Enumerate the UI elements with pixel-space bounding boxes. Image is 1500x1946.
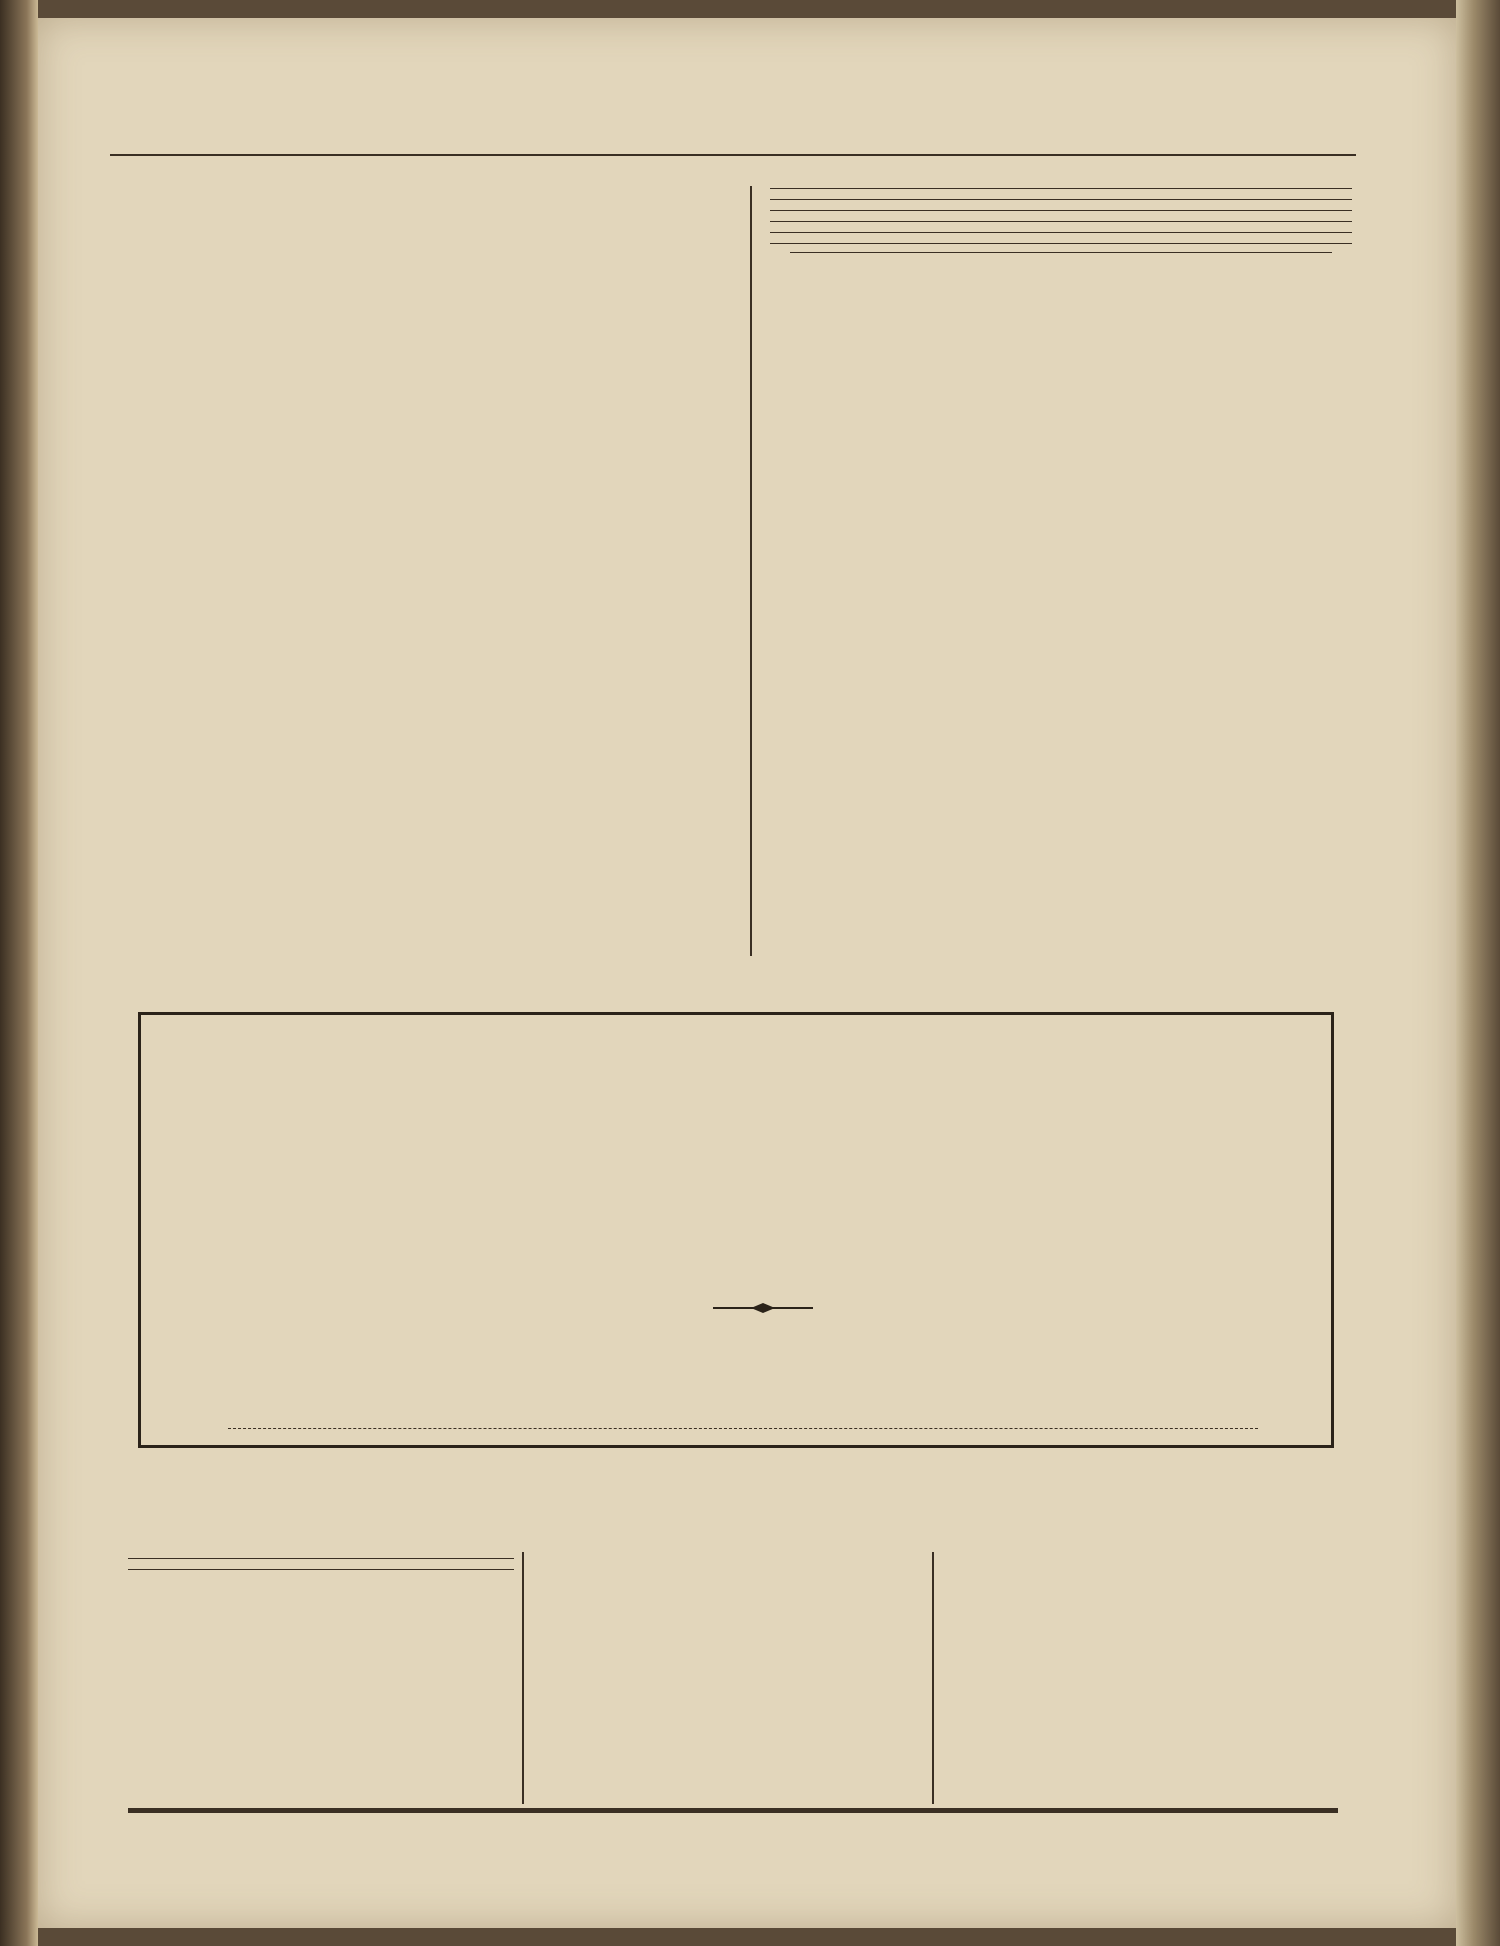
column-divider	[932, 1552, 934, 1804]
book-gutter	[0, 0, 38, 1946]
separator	[770, 210, 1352, 211]
running-header	[110, 112, 1356, 142]
separator	[128, 1569, 514, 1570]
separator	[770, 221, 1352, 222]
triangle-border-bottom	[128, 1448, 1338, 1482]
suppliers-column-3	[946, 1548, 1340, 1592]
triangle-border-top	[128, 970, 1338, 1004]
column-divider	[522, 1552, 524, 1804]
arrow-icon	[713, 1302, 813, 1314]
suppliers-column-1	[128, 1548, 514, 1580]
separator	[770, 243, 1352, 244]
suppliers-column-2	[534, 1548, 922, 1602]
separator	[128, 1558, 514, 1559]
bottom-rule	[128, 1808, 1338, 1813]
spectacles-column	[770, 188, 1352, 261]
separator	[790, 252, 1332, 253]
separator	[770, 232, 1352, 233]
header-rule	[110, 154, 1356, 156]
column-divider	[750, 186, 752, 956]
divider	[228, 1428, 1258, 1429]
minor-prizes	[168, 1350, 1318, 1384]
separator	[770, 199, 1352, 200]
lottery-advertisement	[128, 970, 1338, 1490]
separator	[770, 188, 1352, 189]
diamond-border-left	[142, 1020, 156, 1436]
page-edges	[1456, 0, 1500, 1946]
